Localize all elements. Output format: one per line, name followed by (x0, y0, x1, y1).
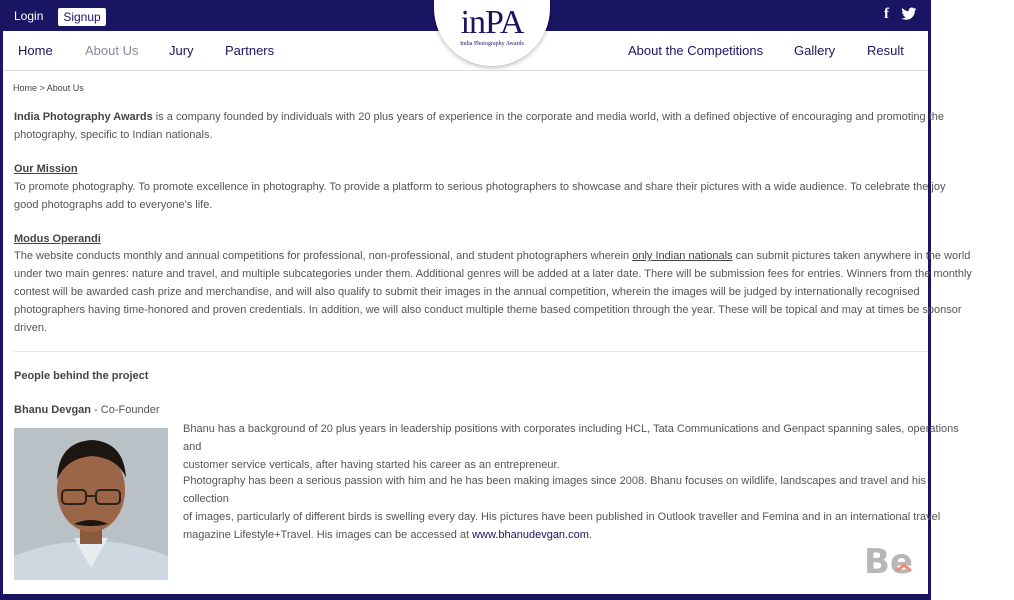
nav-about-us[interactable]: About Us (85, 43, 139, 58)
modus-title: Modus Operandi (14, 233, 101, 245)
breadcrumb-current: About Us (46, 83, 84, 93)
logo-wordmark: inPA (460, 4, 524, 41)
behance-watermark-logo (864, 537, 918, 582)
person-name: Bhanu Devgan (14, 404, 92, 416)
logo-tagline: India Photography Awards (460, 41, 524, 47)
mission-title: Our Mission (14, 163, 78, 175)
person-photo (14, 428, 168, 580)
modus-line-5: driven. (14, 322, 48, 334)
people-title: People behind the project (14, 370, 149, 382)
modus-line-4: photographers having time-honored and proven credentials. In addition, we will also conduct multiple theme based competition through the year. These will be topical and may at times be sponsor (14, 304, 962, 316)
modus-line-1a: The website conducts monthly and annual competitions for professional, non-professional, and student photographers wherein (14, 250, 633, 262)
indian-nationals-link[interactable]: only Indian nationals (632, 250, 733, 262)
bio1-line-1: Bhanu has a background of 20 plus years in leadership positions with corporates including HCL, Tata Communications and Genpact spanning sales, operations and (183, 423, 959, 453)
nav-jury[interactable]: Jury (169, 43, 194, 58)
login-link[interactable]: Login (14, 9, 44, 23)
breadcrumb-separator: > (37, 83, 47, 93)
bio2-line-1: Photography has been a serious passion with him and he has been making images since 2008. Bhanu focuses on wildlife, landscapes and travel and his collection (183, 475, 926, 505)
modus-line-1b: can submit pictures taken anywhere in the world (732, 250, 971, 262)
nav-partners[interactable]: Partners (225, 43, 275, 58)
bio2-line-3b: . (588, 529, 592, 541)
modus-line-2: under two main genres: nature and travel, and multiple subcategories under them. Additional genres will be added at a later date. There will be submission fees for entries. Winners from the monthly (14, 268, 972, 280)
bio-paragraph-2 (183, 472, 963, 544)
nav-gallery[interactable]: Gallery (794, 43, 836, 58)
person-role: - Co-Founder (91, 404, 160, 416)
mission-line-1: To promote photography. To promote excellence in photography. To provide a platform to serious photographers to showcase and share their pictures with a wide audience. To celebrate the joy (14, 181, 946, 193)
mission-line-2: good photographs add to everyone's life. (14, 199, 213, 211)
frame-left (0, 31, 3, 600)
bio2-line-3a: magazine Lifestyle+Travel. His images can be accessed at (183, 529, 473, 541)
signup-button[interactable]: Signup (58, 8, 106, 26)
nav-about-competitions[interactable]: About the Competitions (628, 43, 764, 58)
company-name: India Photography Awards (14, 111, 153, 123)
nav-result[interactable]: Result (867, 43, 904, 58)
bio1-line-2: customer service verticals, after having started his career as an entrepreneur. (183, 459, 560, 471)
nav-home[interactable]: Home (18, 43, 53, 58)
modus-paragraph (14, 247, 1014, 337)
facebook-icon[interactable]: f (884, 6, 889, 22)
person-heading (14, 404, 160, 416)
mission-paragraph (14, 178, 1014, 214)
bio2-line-2: of images, particularly of different birds is swelling every day. His pictures have been published in Outlook traveller and Femina and in an international travel (183, 511, 941, 523)
breadcrumb (13, 83, 84, 93)
bio-paragraph-1 (183, 420, 963, 474)
frame-bottom (0, 594, 931, 600)
intro-line-1: is a company founded by individuals with 20 plus years of experience in the corporate and media world, with a defined objective of encouraging and promoting the (152, 111, 945, 123)
watermark-text: Be (864, 542, 913, 582)
intro-paragraph (14, 108, 1014, 144)
intro-line-2: photography, specific to Indian nationals. (14, 129, 213, 141)
section-divider (14, 351, 928, 352)
bhanu-website-link[interactable]: www.bhanudevgan.com (472, 529, 589, 541)
breadcrumb-home[interactable]: Home (13, 83, 38, 93)
modus-line-3: contest will be awarded cash prize and merchandise, and will also qualify to submit their images in the annual competition, wherein the images will be judged by internationally recognised (14, 286, 920, 298)
twitter-icon[interactable] (901, 7, 917, 21)
